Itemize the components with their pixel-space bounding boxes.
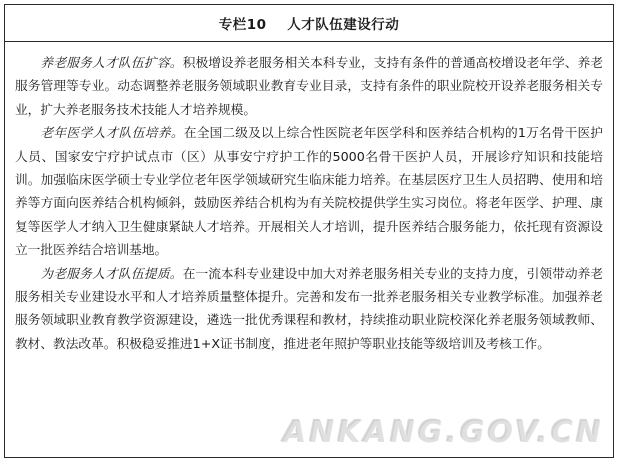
paragraph-body: 在全国二级及以上综合性医院老年医学科和医养结合机构的1万名骨干医护人员、国家安宁疗护试点市（区）从事安宁疗护工作的5000名骨干医护人员，开展诊疗知识和技能培训。加强临床医学硕士专业学位老年医学领域研究生临床能力培养。在基层医疗卫生人员招聘、使用和培养等方面向医养结合机构倾斜，鼓励医养结合机构为有关院校提供学生实习岗位。将老年医学、护理、康复等医学人才纳入卫生健康紧缺人才培养。开展相关人才培训，提升医养结合服务能力，依托现有资源设立一批医养结合培训基地。 [15, 125, 603, 258]
paragraph-talent-expansion [15, 51, 603, 121]
paragraph-lead: 老年医学人才队伍培养。 [40, 125, 184, 141]
site-watermark: ANKANG.GOV.CN [282, 415, 604, 450]
box-content [15, 51, 603, 355]
paragraph-body: 在一流本科专业建设中加大对养老服务相关专业的支持力度，引领带动养老服务相关专业建设水平和人才培养质量整体提升。完善和发布一批养老服务相关专业教学标准。加强养老服务领域职业教育教学资源建设，遴选一批优秀课程和教材，持续推动职业院校深化养老服务领域教师、教材、教法改革。积极稳妥推进1+X证书制度，推进老年照护等职业技能等级培训及考核工作。 [15, 265, 604, 351]
paragraph-lead: 养老服务人才队伍扩容。 [40, 55, 183, 70]
paragraph-geriatric-training [15, 121, 603, 261]
special-column-box [4, 4, 614, 458]
paragraph-body: 积极增设养老服务相关本科专业，支持有条件的普通高校增设老年学、养老服务管理等专业。动态调整养老服务领域职业教育专业目录，支持有条件的职业院校开设养老服务相关专业，扩大养老服务技术技能人才培养规模。 [15, 55, 604, 117]
paragraph-quality-improvement [15, 262, 603, 356]
paragraph-lead: 为老服务人才队伍提质。 [40, 265, 183, 281]
box-title: 专栏10 人才队伍建设行动 [5, 5, 613, 42]
